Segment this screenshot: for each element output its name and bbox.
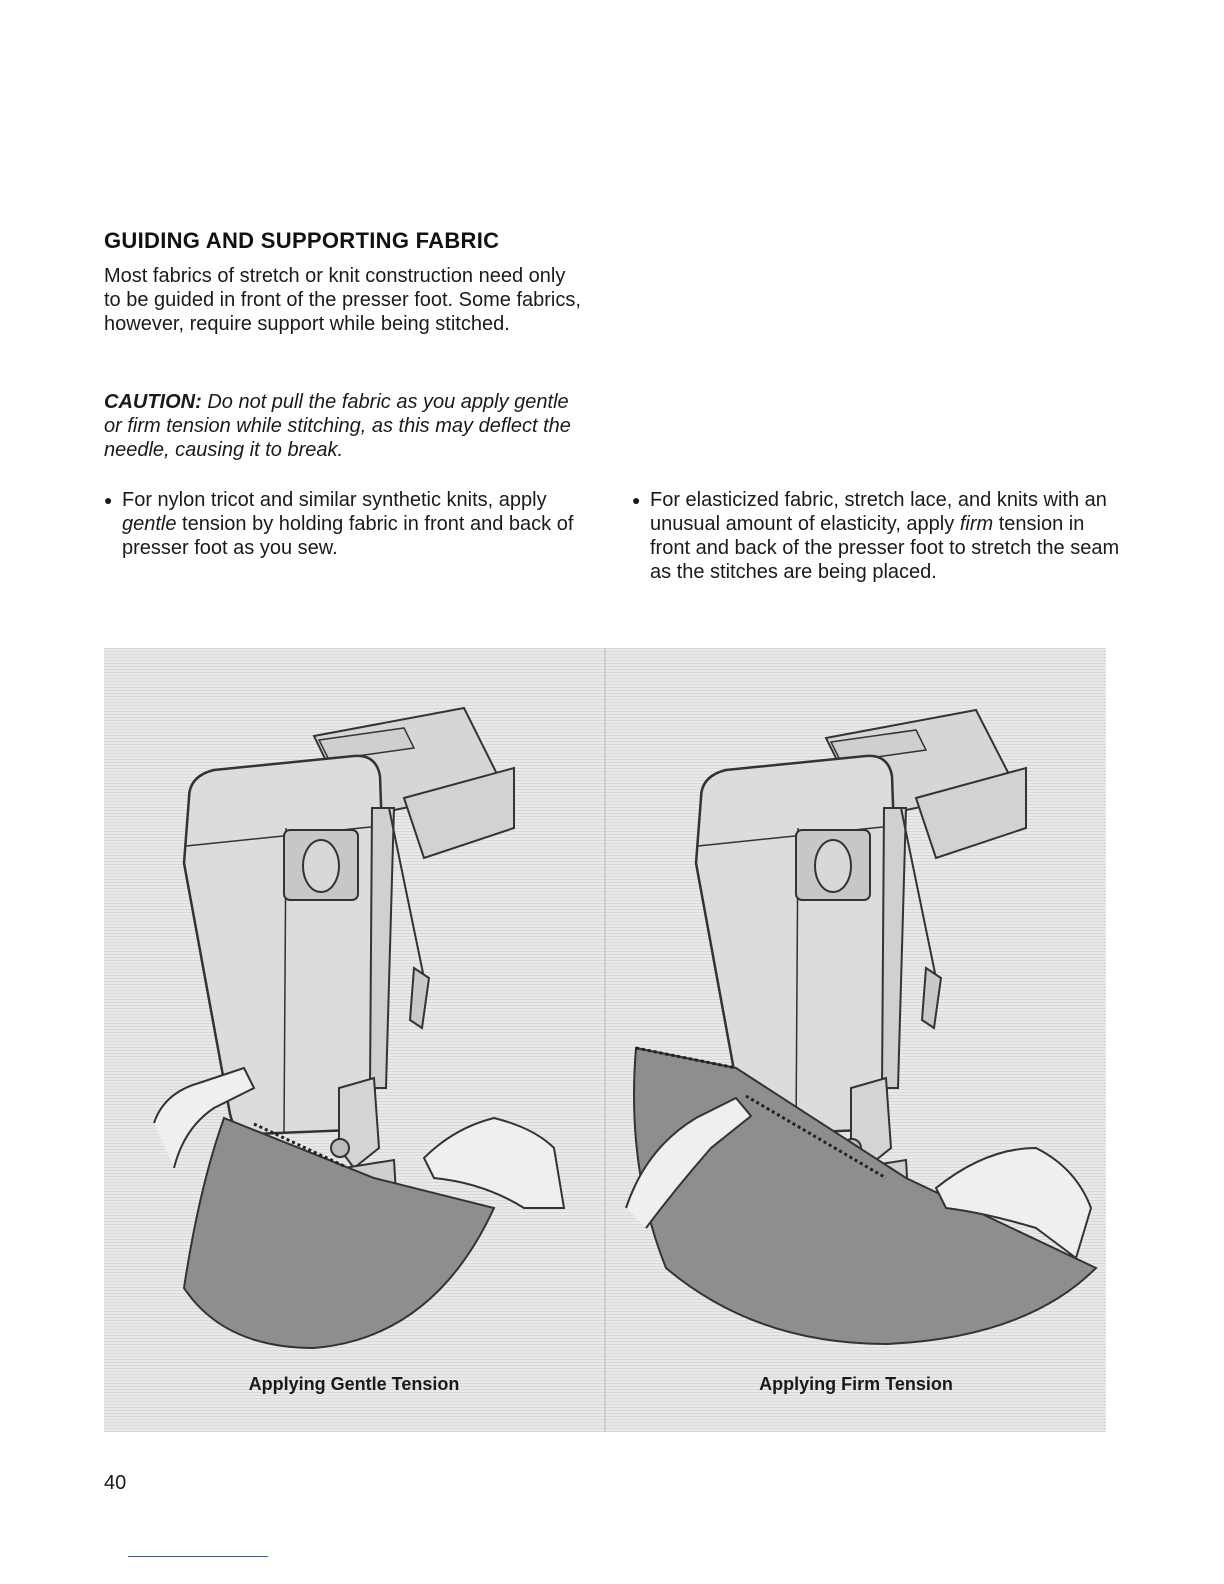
footer-rule [128,1556,268,1557]
caution-label: CAUTION: [104,391,202,413]
bullet-text-before: For elasticized fabric, stretch lace, and knits with an unusual amount of elasticity, apply [650,489,1107,535]
bullet-dot-icon: ● [104,492,113,508]
sewing-machine-gentle-illustration [104,648,604,1432]
caption-gentle-tension: Applying Gentle Tension [248,1374,460,1394]
bullet-dot-icon: ● [632,492,641,508]
illustration-firm-tension [606,648,1106,1432]
bullet-text-after: tension in front and back of the presser foot to stretch the seam as the stitches are being placed. [650,513,1120,583]
caution-text: Do not pull the fabric as you apply gentle or firm tension while stitching, as this may deflect the needle, causing it to break. [104,391,571,461]
bullet-text-after: tension by holding fabric in front and back of presser foot as you sew. [122,513,574,559]
illustration-figure [104,648,1106,1432]
bullet-emphasis: firm [959,513,994,535]
bullet-firm-tension [632,488,1120,584]
bullet-gentle-tension [104,488,580,560]
illustration-gentle-tension [104,648,604,1432]
sewing-machine-firm-illustration [606,648,1106,1432]
page-number: 40 [104,1472,127,1494]
caution-paragraph [104,390,582,462]
caption-firm-tension: Applying Firm Tension [759,1374,953,1394]
section-heading: GUIDING AND SUPPORTING FABRIC [104,228,500,253]
intro-paragraph: Most fabrics of stretch or knit construction need only to be guided in front of the presser foot. Some fabrics, however, require support while being stitched. [104,265,581,335]
bullet-emphasis: gentle [122,513,177,535]
bullet-text-before: For nylon tricot and similar synthetic knits, apply [122,489,547,511]
